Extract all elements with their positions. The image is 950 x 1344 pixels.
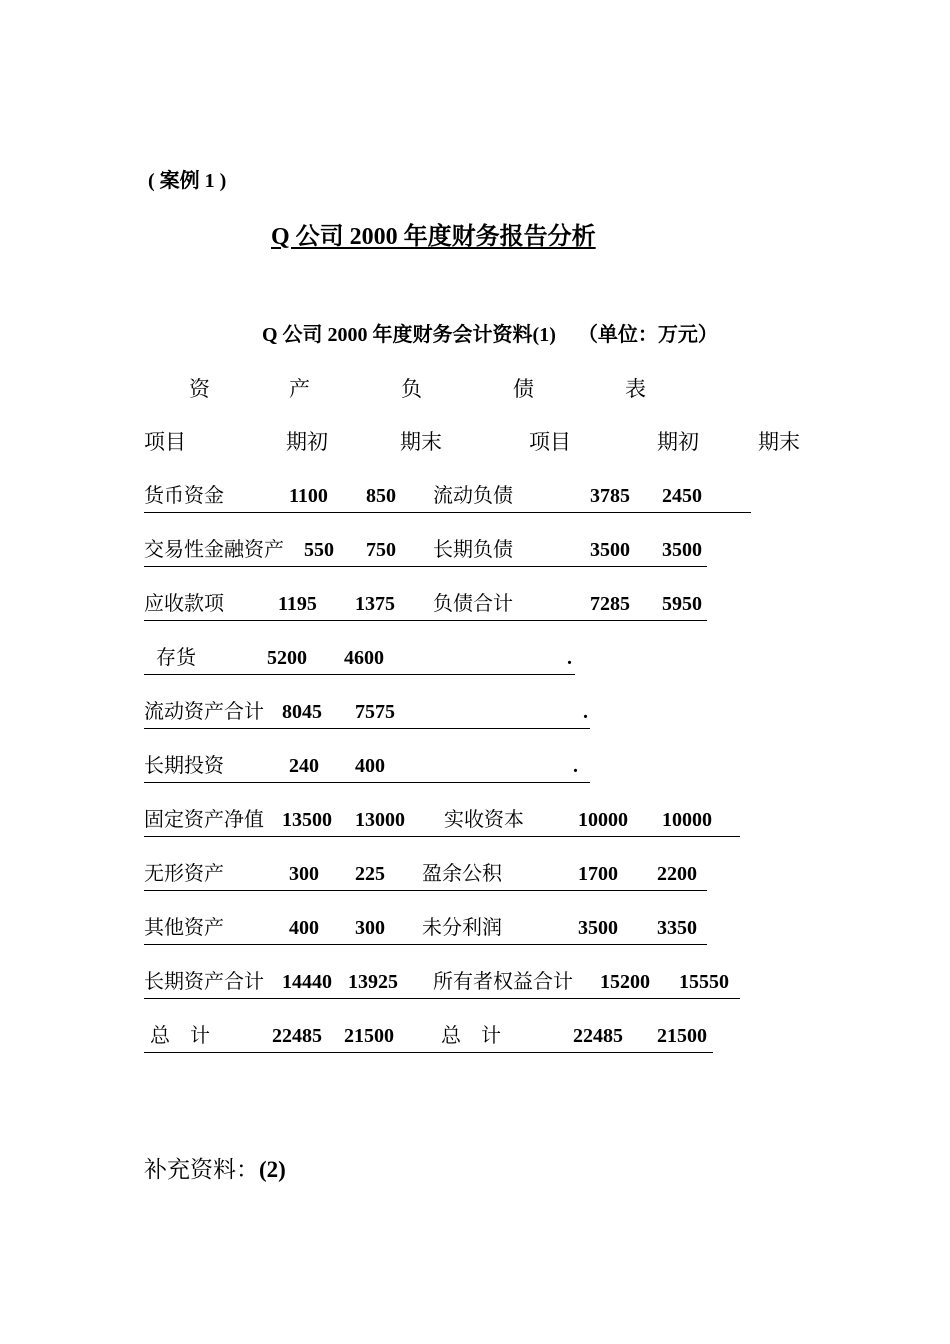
liability-item-label: . (567, 647, 572, 669)
asset-end-value: 1375 (355, 593, 395, 615)
asset-end-value: 4600 (344, 647, 384, 669)
liability-end-value: 10000 (662, 809, 712, 831)
asset-item-label: 长期资产合计 (144, 971, 264, 993)
asset-begin-value: 1195 (278, 593, 317, 615)
unit-note: （单位：万元） (577, 324, 718, 346)
asset-begin-value: 14440 (282, 971, 332, 993)
liability-begin-value: 10000 (578, 809, 628, 831)
asset-begin-value: 1100 (289, 485, 328, 507)
sheet-title-char: 资 (189, 377, 210, 401)
asset-begin-value: 8045 (282, 701, 322, 723)
table-row (144, 590, 707, 621)
asset-end-value: 225 (355, 863, 385, 885)
asset-item-label: 固定资产净值 (144, 809, 264, 831)
asset-end-value: 750 (366, 539, 396, 561)
asset-item-label: 无形资产 (144, 863, 224, 885)
asset-end-value: 850 (366, 485, 396, 507)
table-row (144, 1022, 713, 1053)
asset-begin-value: 550 (304, 539, 334, 561)
sheet-title-char: 负 (401, 377, 422, 401)
asset-end-value: 7575 (355, 701, 395, 723)
sheet-title-char: 债 (513, 377, 534, 401)
asset-end-value: 13000 (355, 809, 405, 831)
col-header-end-left: 期末 (400, 430, 442, 454)
table-row (144, 860, 707, 891)
asset-item-label: 流动资产合计 (144, 701, 264, 723)
liability-end-value: 2450 (662, 485, 702, 507)
asset-begin-value: 240 (289, 755, 319, 777)
table-row (144, 644, 575, 675)
table-row (144, 698, 590, 729)
liability-begin-value: 22485 (573, 1025, 623, 1047)
table-row (144, 482, 751, 513)
supplement-label: 补充资料： (144, 1157, 259, 1182)
liability-end-value: 5950 (662, 593, 702, 615)
liability-end-value: 3500 (662, 539, 702, 561)
subtitle-text: Q 公司 2000 年度财务会计资料(1) (262, 324, 556, 346)
asset-end-value: 400 (355, 755, 385, 777)
col-header-item-right: 项目 (529, 430, 571, 454)
asset-item-label: 应收款项 (144, 593, 224, 615)
asset-item-label: 长期投资 (144, 755, 224, 777)
col-header-item-left: 项目 (144, 430, 186, 454)
liability-begin-value: 3785 (590, 485, 630, 507)
sheet-title-char: 产 (289, 377, 310, 401)
asset-begin-value: 5200 (267, 647, 307, 669)
liability-end-value: 2200 (657, 863, 697, 885)
col-header-begin-right: 期初 (657, 430, 699, 454)
case-label: ( 案例 1 ) (148, 170, 227, 192)
liability-item-label: 总 计 (441, 1025, 501, 1047)
asset-begin-value: 22485 (272, 1025, 322, 1047)
liability-begin-value: 3500 (590, 539, 630, 561)
table-row (144, 914, 707, 945)
liability-item-label: 盈余公积 (422, 863, 502, 885)
subtitle (262, 325, 718, 345)
liability-item-label: 未分利润 (422, 917, 502, 939)
asset-item-label: 货币资金 (144, 485, 224, 507)
table-row (144, 968, 740, 999)
liability-item-label: . (583, 701, 588, 723)
asset-begin-value: 300 (289, 863, 319, 885)
page-title: Q 公司 2000 年度财务报告分析 (271, 224, 596, 250)
liability-end-value: 21500 (657, 1025, 707, 1047)
table-row (144, 806, 740, 837)
supplement-number: (2) (259, 1157, 286, 1182)
asset-end-value: 21500 (344, 1025, 394, 1047)
table-row (144, 752, 590, 783)
liability-item-label: . (573, 755, 578, 777)
asset-end-value: 300 (355, 917, 385, 939)
asset-end-value: 13925 (348, 971, 398, 993)
asset-item-label: 其他资产 (144, 917, 224, 939)
liability-begin-value: 7285 (590, 593, 630, 615)
asset-begin-value: 400 (289, 917, 319, 939)
liability-item-label: 长期负债 (433, 539, 513, 561)
liability-item-label: 负债合计 (433, 593, 513, 615)
liability-item-label: 实收资本 (444, 809, 524, 831)
asset-begin-value: 13500 (282, 809, 332, 831)
col-header-begin-left: 期初 (286, 430, 328, 454)
liability-item-label: 流动负债 (433, 485, 513, 507)
asset-item-label: 交易性金融资产 (144, 539, 284, 561)
liability-begin-value: 3500 (578, 917, 618, 939)
liability-begin-value: 1700 (578, 863, 618, 885)
liability-end-value: 3350 (657, 917, 697, 939)
sheet-title-char: 表 (625, 377, 646, 401)
table-row (144, 536, 707, 567)
liability-begin-value: 15200 (600, 971, 650, 993)
col-header-end-right: 期末 (758, 430, 800, 454)
asset-item-label: 存货 (156, 647, 196, 669)
asset-item-label: 总 计 (150, 1025, 210, 1047)
liability-end-value: 15550 (679, 971, 729, 993)
liability-item-label: 所有者权益合计 (433, 971, 573, 993)
supplement-heading (144, 1158, 286, 1181)
